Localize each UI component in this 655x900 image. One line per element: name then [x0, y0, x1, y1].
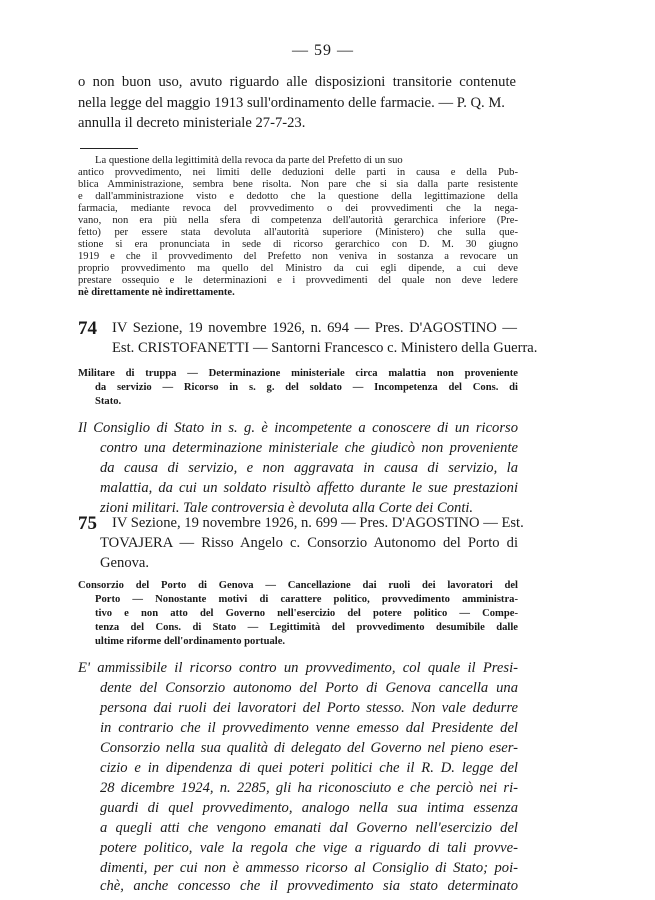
- footnote-line: vano, non era più nella sfera di competenza dell'autorità gerarchica inferiore (Pre-: [78, 215, 518, 226]
- case-number: 75: [78, 513, 97, 534]
- maxim-line: Il Consiglio di Stato in s. g. è incompetente a conoscere di un ricorso: [78, 420, 518, 436]
- case-header-line: Genova.: [100, 555, 150, 571]
- maxim-line: zioni militari. Tale controversia è devoluta alla Corte dei Conti.: [100, 500, 474, 516]
- maxim-line: dimenti, per cui non è ammesso ricorso al Consiglio di Stato; poi-: [100, 860, 518, 876]
- case-header-line: IV Sezione, 19 novembre 1926, n. 694 — Pres. D'AGOSTINO —: [112, 320, 517, 336]
- case-number: 74: [78, 318, 97, 339]
- footnote-line: fetto) per essere stata devoluta all'autorità superiore (Ministero) che sulla que-: [78, 227, 518, 238]
- text-line: nella legge del maggio 1913 sull'ordinamento delle farmacie. — P. Q. M.: [78, 95, 505, 111]
- keywords-line: Stato.: [95, 396, 122, 407]
- maxim-line: Consorzio nella sua qualità di delegato del Governo nel pieno eser-: [100, 740, 518, 756]
- footnote-line: stione si era pronunciata in sede di ricorso gerarchico con D. M. 30 giugno: [78, 239, 518, 250]
- maxim-line: persona dai ruoli dei lavoratori del Porto stesso. Non vale dedurre: [100, 700, 518, 716]
- footnote-line: La questione della legittimità della revoca da parte del Prefetto di un suo: [95, 155, 403, 166]
- keywords-line: Consorzio del Porto di Genova — Cancellazione dai ruoli dei lavoratori del: [78, 580, 518, 591]
- footnote-line: proprio provvedimento ma quello del Ministro da cui egli dipende, a cui deve: [78, 263, 518, 274]
- case-header-line: IV Sezione, 19 novembre 1926, n. 699 — Pres. D'AGOSTINO — Est.: [112, 515, 524, 531]
- text-line: o non buon uso, avuto riguardo alle disposizioni transitorie contenute: [78, 74, 516, 90]
- keywords-line: tenza del Cons. di Stato — Legittimità del provvedimento desumibile dalle: [95, 622, 518, 633]
- maxim-line: in contrario che il provvedimento venne emesso dal Presidente del: [100, 720, 518, 736]
- footnote-line: nè direttamente nè indirettamente.: [78, 287, 235, 298]
- maxim-line: malattia, da cui un soldato risultò affetto durante le sue prestazioni: [100, 480, 518, 496]
- footnote-line: e dall'amministrazione visto e dedotto che la questione della legittimazione della: [78, 191, 518, 202]
- page-number: — 59 —: [292, 42, 354, 59]
- footnote-line: prestare ossequio e le determinazioni e i provvedimenti del quale non deve ledere: [78, 275, 518, 286]
- maxim-line: a quegli atti che vengono emanati dal Governo nell'esercizio del: [100, 820, 518, 836]
- maxim-line: dente del Consorzio autonomo del Porto di Genova cancella una: [100, 680, 518, 696]
- footnote-line: blica Amministrazione, sembra bene risolta. Non pare che si sia dalla parte resistente: [78, 179, 518, 190]
- keywords-line: Militare di truppa — Determinazione ministeriale circa malattia non proveniente: [78, 368, 518, 379]
- keywords-line: Porto — Nonostante motivi di carattere politico, provvedimento amministra-: [95, 594, 518, 605]
- footnote-line: farmacia, mediante revoca del provvedimento o dei provvedimenti che la nega-: [78, 203, 518, 214]
- maxim-line: potere politico, vale la regola che vige a riguardo di tali provve-: [100, 840, 518, 856]
- maxim-line: 28 dicembre 1924, n. 2285, gli ha riconosciuto e che perciò nei ri-: [100, 780, 518, 796]
- case-header-line: TOVAJERA — Risso Angelo c. Consorzio Autonomo del Porto di: [100, 535, 518, 551]
- keywords-line: tivo e non atto del Governo nell'esercizio del potere politico — Compe-: [95, 608, 518, 619]
- maxim-line: chè, anche concesso che il provvedimento sia stato determinato: [100, 878, 518, 894]
- maxim-line: cizio e in dipendenza di quei poteri politici che il R. D. legge del: [100, 760, 518, 776]
- maxim-line: guardi di quel provvedimento, analogo nella sua intima essenza: [100, 800, 518, 816]
- maxim-line: da causa di servizio, e non aggravata in causa di servizio, la: [100, 460, 518, 476]
- maxim-line: E' ammissibile il ricorso contro un provvedimento, col quale il Presi-: [78, 660, 518, 676]
- keywords-line: da servizio — Ricorso in s. g. del soldato — Incompetenza del Cons. di: [95, 382, 518, 393]
- keywords-line: ultime riforme dell'ordinamento portuale.: [95, 636, 286, 647]
- footnote-line: antico provvedimento, nei limiti delle deduzioni delle parti in causa e della Pub-: [78, 167, 518, 178]
- text-line: annulla il decreto ministeriale 27-7-23.: [78, 115, 306, 131]
- maxim-line: contro una determinazione ministeriale che giudicò non proveniente: [100, 440, 518, 456]
- footnote-rule: [80, 148, 138, 149]
- case-header-line: Est. CRISTOFANETTI — Santorni Francesco c. Ministero della Guerra.: [112, 340, 538, 356]
- footnote-line: 1919 e che il provvedimento del Prefetto non veniva in sostanza a revocare un: [78, 251, 518, 262]
